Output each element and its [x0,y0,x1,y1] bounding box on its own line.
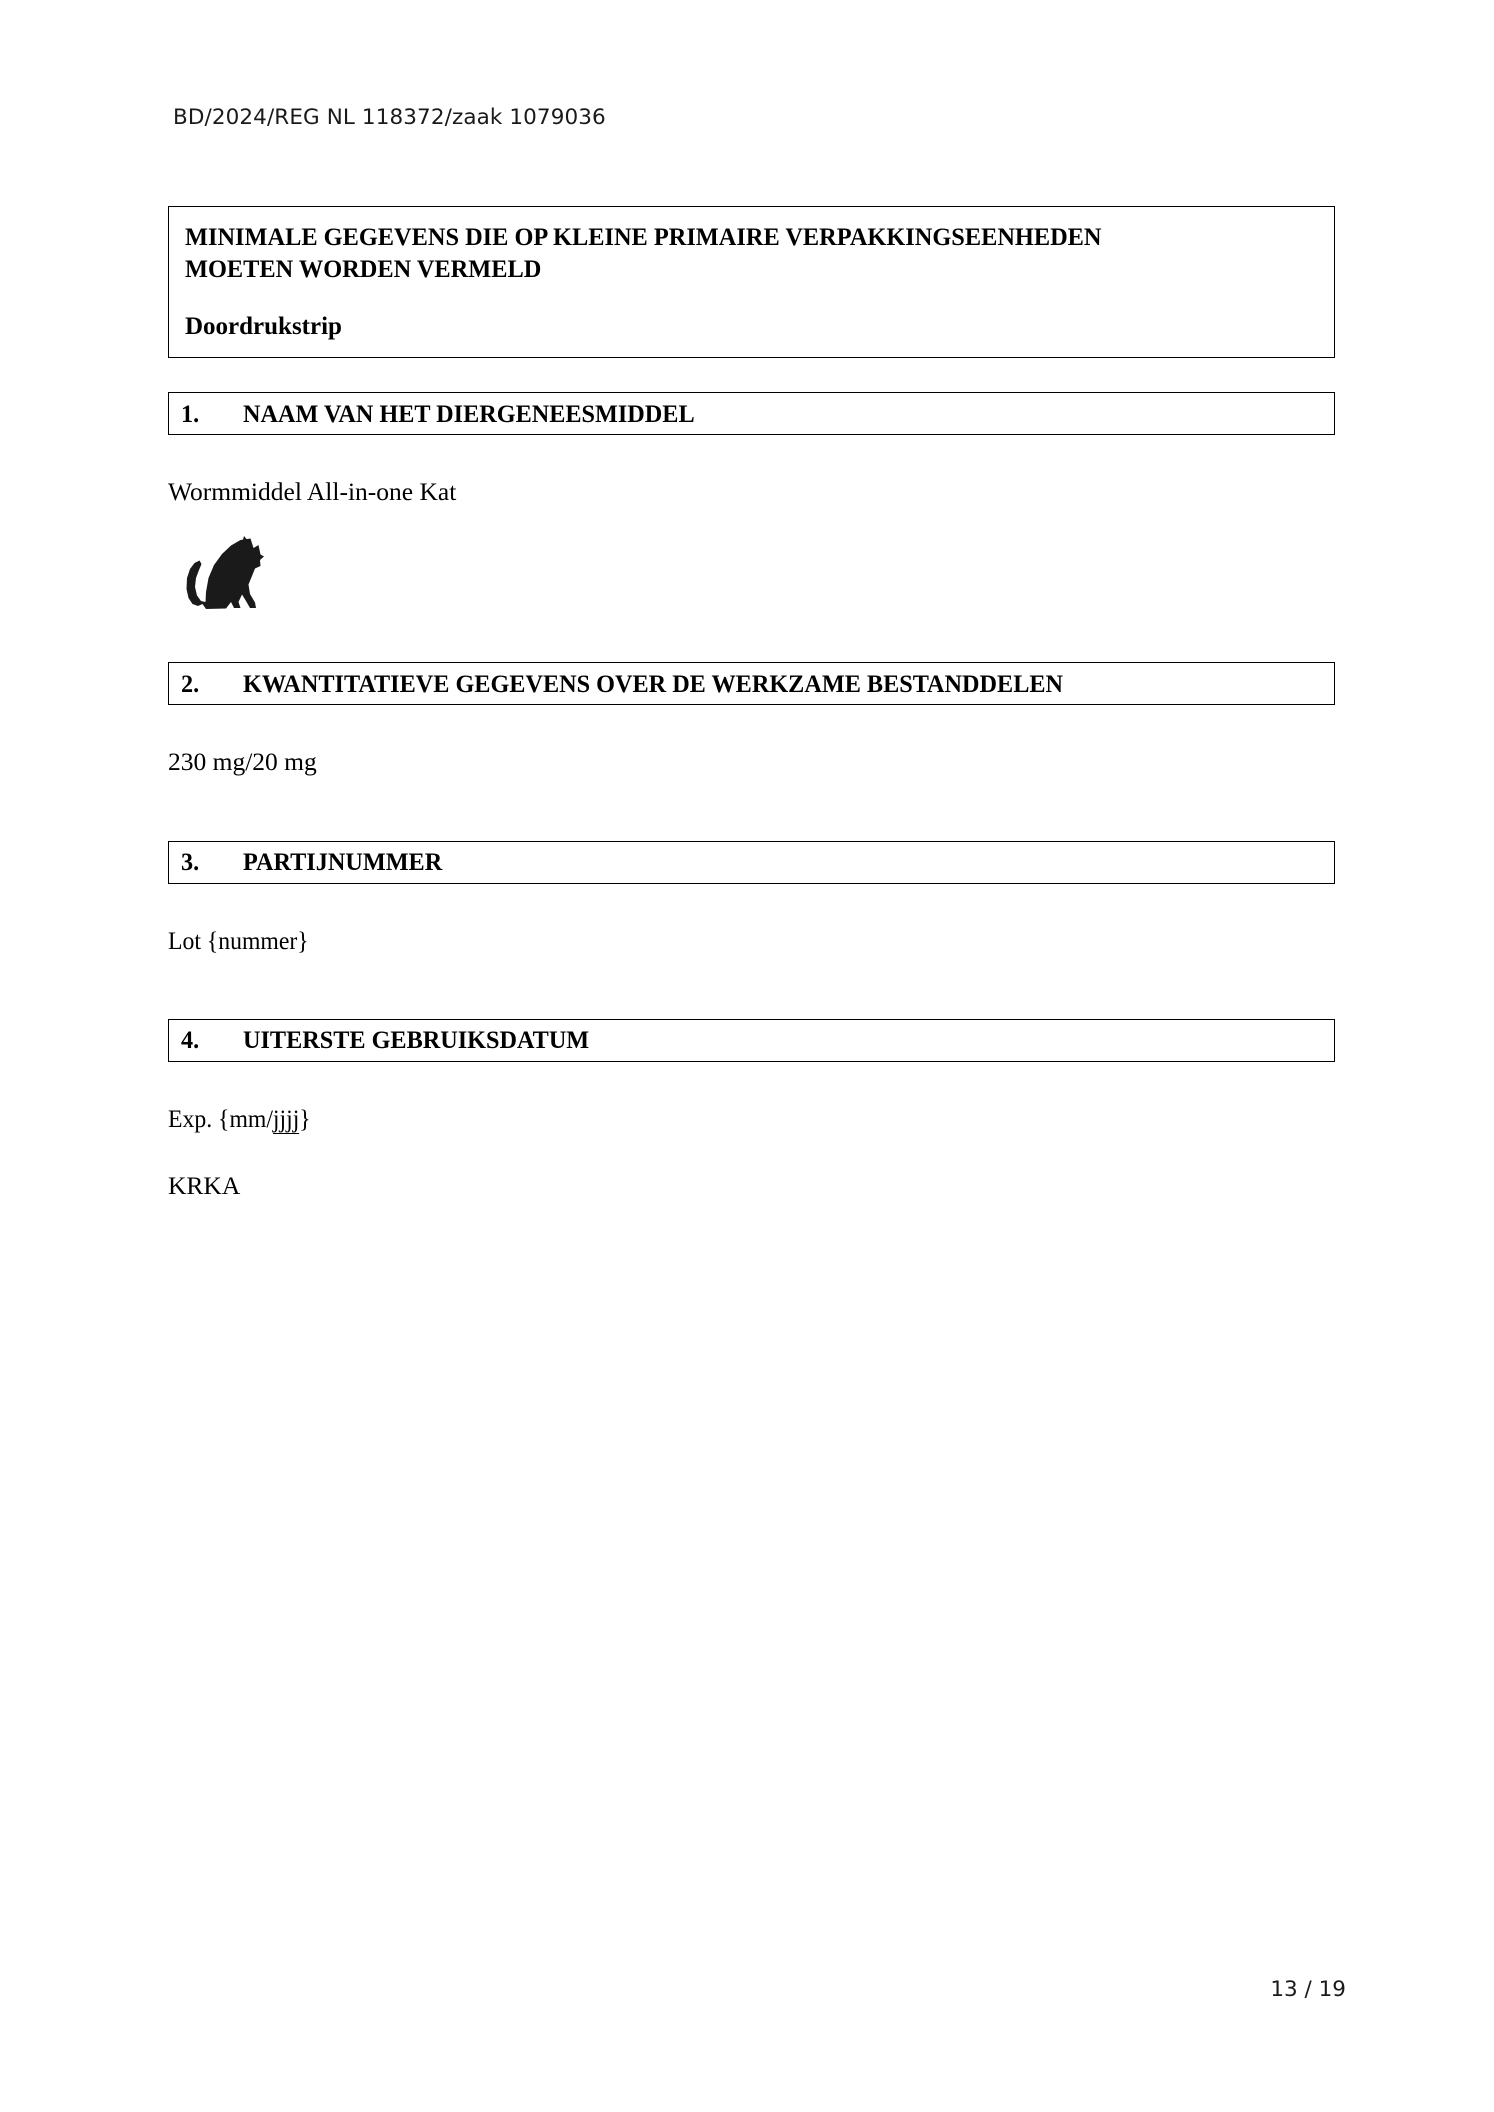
section-number-2: 2. [181,668,200,698]
section-body-2: 230 mg/20 mg [168,747,317,777]
section-number-1: 1. [181,398,200,428]
section-body-3: Lot {nummer} [168,925,309,955]
section-number-3: 3. [181,847,200,877]
expiry-year-placeholder: jjjj [272,1103,300,1133]
section-title-4: UITERSTE GEBRUIKSDATUM [243,1025,590,1055]
manufacturer-name: KRKA [168,1170,241,1200]
document-title-line-2: MOETEN WORDEN VERMELD [185,254,542,284]
expiry-suffix: } [299,1103,311,1133]
section-title-2: KWANTITATIEVE GEGEVENS OVER DE WERKZAME BESTANDDELEN [243,668,1064,698]
section-body-4 [168,1102,1253,1135]
section-number-4: 4. [181,1025,200,1055]
section-heading-4 [168,1019,1335,1062]
document-title-line-1: MINIMALE GEGEVENS DIE OP KLEINE PRIMAIRE VERPAKKINGSEENHEDEN [185,222,1102,251]
document-title-box [168,206,1335,358]
expiry-prefix: Exp. {mm/ [168,1103,273,1133]
section-title-3: PARTIJNUMMER [243,847,443,877]
section-heading-2 [168,662,1335,705]
section-heading-1 [168,392,1335,435]
cat-silhouette-icon [172,532,272,618]
document-subtitle: Doordrukstrip [185,313,342,341]
document-reference-header: BD/2024/REG NL 118372/zaak 1079036 [173,105,606,130]
document-content [168,206,1335,1202]
section-heading-3 [168,841,1335,884]
page-number-footer: 13 / 19 [1270,1977,1346,2002]
section-title-1: NAAM VAN HET DIERGENEESMIDDEL [243,398,695,428]
section-body-1: Wormmiddel All-in-one Kat [168,477,457,507]
